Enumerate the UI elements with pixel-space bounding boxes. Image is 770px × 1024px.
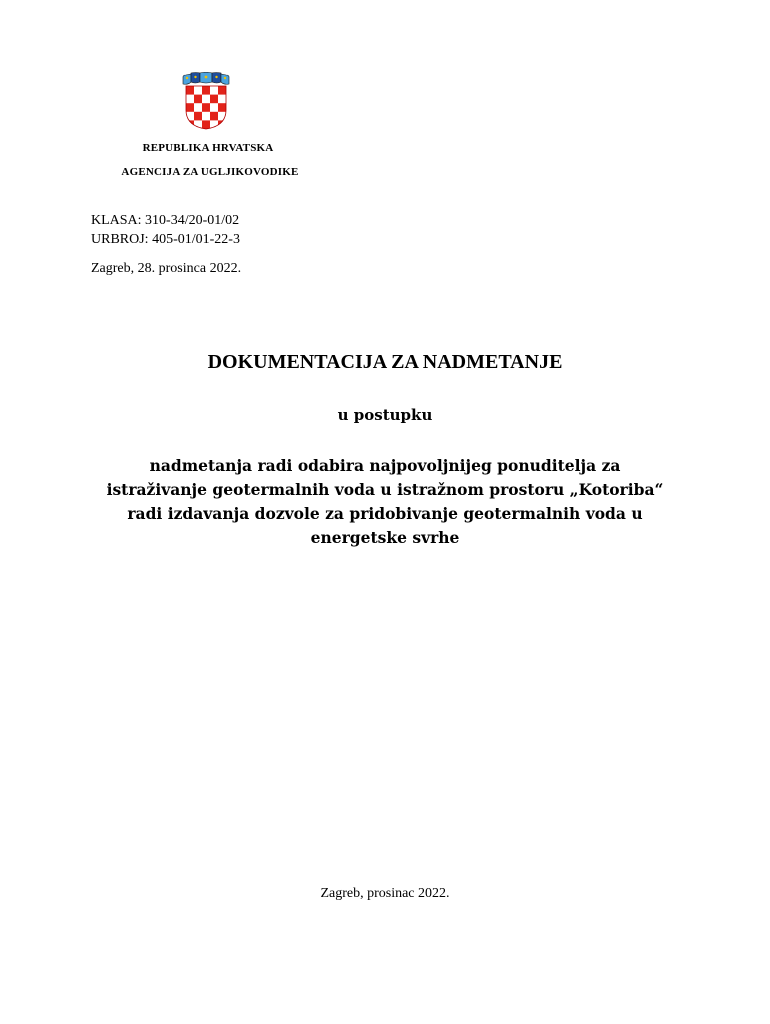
document-subtitle: u postupku — [337, 406, 433, 424]
checkered-shield — [186, 86, 226, 130]
agency-name: AGENCIJA ZA UGLJIKOVODIKE — [121, 166, 299, 178]
crown — [183, 72, 229, 84]
footer-place-date: Zagreb, prosinac 2022. — [320, 886, 450, 901]
description-line: istraživanje geotermalnih voda u istražnom prostoru „Kotoriba“ — [106, 480, 664, 499]
country-name: REPUBLIKA HRVATSKA — [142, 142, 274, 154]
document-date: Zagreb, 28. prosinca 2022. — [91, 261, 242, 276]
description-line: energetske svrhe — [310, 528, 460, 547]
urbroj-reference: URBROJ: 405-01/01-22-3 — [91, 232, 240, 247]
procedure-description — [60, 454, 710, 550]
description-line: nadmetanja radi odabira najpovoljnijeg ponuditelja za — [149, 456, 621, 475]
description-line: radi izdavanja dozvole za pridobivanje geotermalnih voda u — [127, 504, 643, 523]
coat-of-arms-icon — [182, 72, 230, 130]
klasa-reference: KLASA: 310-34/20-01/02 — [91, 213, 240, 228]
document-title: DOKUMENTACIJA ZA NADMETANJE — [207, 351, 563, 373]
